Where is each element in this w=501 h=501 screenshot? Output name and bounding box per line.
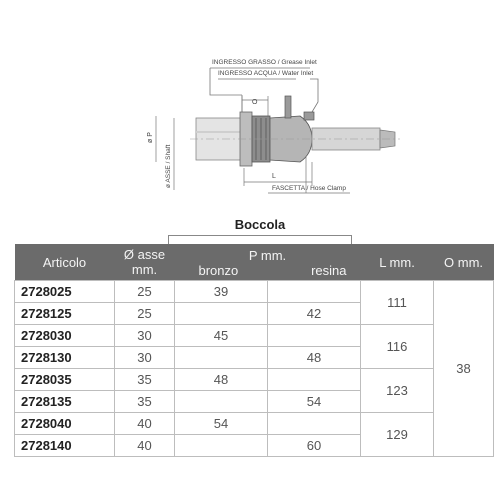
cell-bronzo — [175, 391, 268, 413]
cell-bronzo — [175, 435, 268, 457]
dimension-p-label: ø P — [147, 132, 154, 143]
cell-resina — [268, 281, 361, 303]
dimension-o-label: O — [252, 99, 258, 106]
cell-bronzo — [175, 347, 268, 369]
cell-resina: 54 — [268, 391, 361, 413]
cell-asse: 30 — [115, 325, 175, 347]
cell-resina: 60 — [268, 435, 361, 457]
cell-articolo: 2728125 — [15, 303, 115, 325]
cell-articolo: 2728035 — [15, 369, 115, 391]
cell-l: 123 — [361, 369, 434, 413]
technical-drawing — [0, 0, 501, 215]
cell-l: 111 — [361, 281, 434, 325]
cell-bronzo: 39 — [175, 281, 268, 303]
header-asse — [115, 244, 175, 281]
boccola-group — [168, 217, 352, 245]
boccola-bracket — [168, 235, 352, 244]
hose-clamp-label: FASCETTA / Hose Clamp — [272, 185, 346, 192]
cell-asse: 30 — [115, 347, 175, 369]
header-l: L mm. — [361, 244, 434, 281]
header-bronzo: bronzo — [198, 263, 239, 278]
header-asse-line1: Ø asse — [123, 247, 166, 262]
dimension-l-label: L — [272, 173, 276, 180]
header-resina: resina — [311, 263, 347, 278]
cell-articolo: 2728025 — [15, 281, 115, 303]
cell-articolo: 2728030 — [15, 325, 115, 347]
table-row — [15, 413, 494, 435]
boccola-title: Boccola — [234, 217, 286, 232]
cell-bronzo — [175, 303, 268, 325]
cell-bronzo: 45 — [175, 325, 268, 347]
cell-articolo: 2728040 — [15, 413, 115, 435]
cell-asse: 25 — [115, 303, 175, 325]
cell-asse: 25 — [115, 281, 175, 303]
dimension-asse-label: ø ASSE / Shaft — [165, 144, 172, 188]
cell-articolo: 2728130 — [15, 347, 115, 369]
cell-resina — [268, 369, 361, 391]
cell-bronzo: 48 — [175, 369, 268, 391]
cell-articolo: 2728140 — [15, 435, 115, 457]
table-row — [15, 369, 494, 391]
cell-o: 38 — [434, 281, 494, 457]
header-p-title: P mm. — [248, 248, 287, 263]
cell-l: 129 — [361, 413, 434, 457]
grease-inlet-label: INGRESSO GRASSO / Grease Inlet — [212, 59, 317, 66]
cell-l: 116 — [361, 325, 434, 369]
cell-resina — [268, 413, 361, 435]
table-header-row — [15, 244, 494, 281]
cell-resina — [268, 325, 361, 347]
cell-asse: 35 — [115, 369, 175, 391]
cell-articolo: 2728135 — [15, 391, 115, 413]
table-row — [15, 281, 494, 303]
header-o: O mm. — [434, 244, 494, 281]
water-inlet-label: INGRESSO ACQUA / Water Inlet — [218, 70, 314, 77]
cell-asse: 35 — [115, 391, 175, 413]
header-p — [175, 244, 361, 281]
header-articolo: Articolo — [15, 244, 115, 281]
cell-resina: 48 — [268, 347, 361, 369]
cell-asse: 40 — [115, 413, 175, 435]
header-asse-line2: mm. — [131, 262, 158, 277]
cell-resina: 42 — [268, 303, 361, 325]
cell-bronzo: 54 — [175, 413, 268, 435]
table-row — [15, 325, 494, 347]
cell-asse: 40 — [115, 435, 175, 457]
spec-table — [14, 244, 494, 457]
